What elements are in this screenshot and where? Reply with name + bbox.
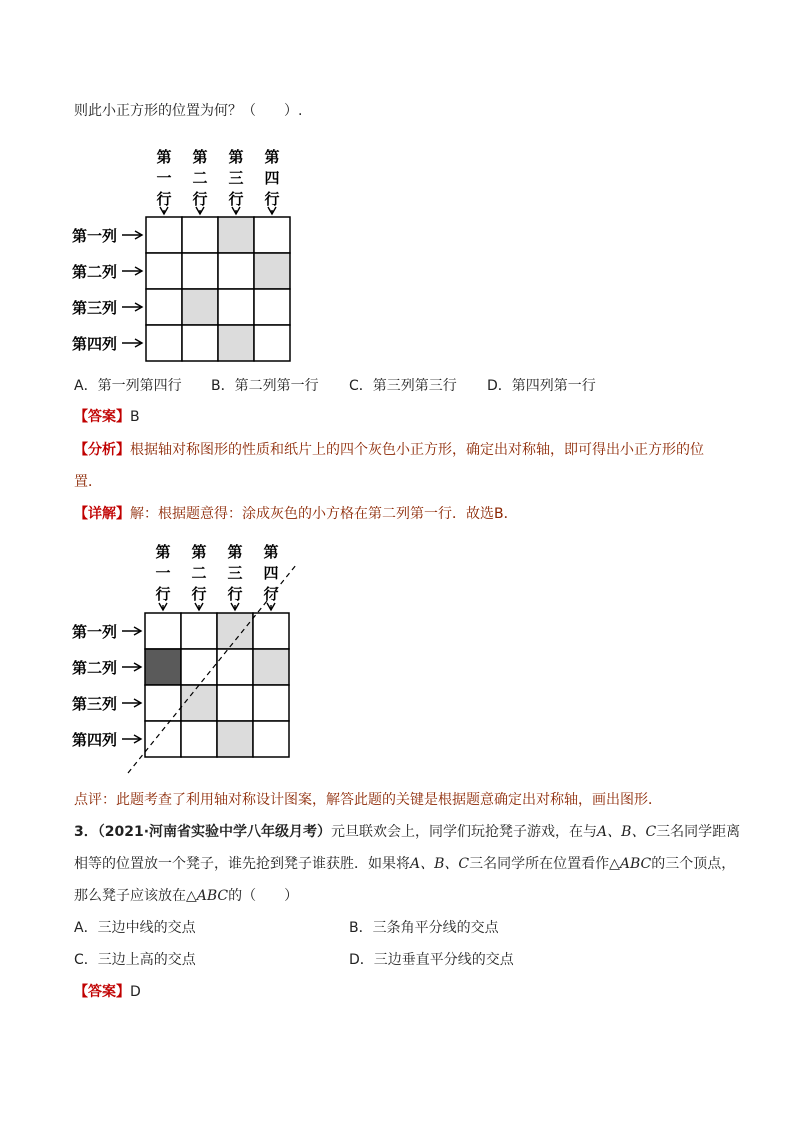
grid-cell-gray (218, 325, 254, 361)
grid-cell (181, 649, 217, 685)
q3-option-a: A．三边中线的交点 (74, 920, 196, 936)
q2-option-d: D．第四列第一行 (487, 378, 596, 394)
q3-text-2: 相等的位置放一个凳子，谁先抢到凳子谁获胜．如果将 (74, 856, 410, 872)
column-header-char: 一 (156, 169, 172, 187)
answer-value: B (130, 409, 140, 425)
row-label: 第四列 (72, 335, 118, 353)
grid-cell (181, 721, 217, 757)
grid-cell (182, 325, 218, 361)
column-header-char: 行 (191, 585, 207, 603)
column-header-char: 行 (192, 190, 208, 208)
column-header-char: 第 (155, 543, 171, 561)
grid-cell-gray (217, 613, 253, 649)
q3-number: 3． (74, 824, 98, 840)
q3-line-1 (74, 822, 740, 842)
column-header-char: 第 (156, 148, 172, 166)
grid-cell-gray (253, 649, 289, 685)
column-header-char: 四 (263, 564, 279, 582)
grid-cell (182, 253, 218, 289)
q3-text-2c: 的三个顶点， (651, 856, 736, 872)
row-label: 第一列 (72, 623, 118, 641)
column-header-char: 第 (191, 543, 207, 561)
grid-cell (253, 613, 289, 649)
grid-cell (253, 721, 289, 757)
q3-source: （2021·河南省实验中学八年级月考） (97, 824, 332, 840)
q3-line-3 (74, 886, 298, 906)
column-header-char: 第 (263, 543, 279, 561)
q3-triangle-2: △ABC (186, 888, 229, 904)
q3-text-1b: 三名同学距离 (656, 824, 741, 840)
grid-cell-gray (217, 721, 253, 757)
q2-option-c: C．第三列第三行 (349, 378, 457, 394)
q3-text-3b: 的（ ） (228, 888, 299, 904)
row-label: 第四列 (72, 731, 118, 749)
column-header-char: 行 (155, 585, 171, 603)
column-header-char: 行 (263, 585, 279, 603)
analysis-tag: 【分析】 (74, 442, 130, 458)
q2-option-b: B．第二列第一行 (211, 378, 319, 394)
grid-cell-gray (254, 253, 290, 289)
q2-analysis-line-1 (74, 440, 704, 460)
row-label: 第三列 (72, 299, 118, 317)
answer-grid-figure (70, 537, 310, 777)
analysis-text: 根据轴对称图形的性质和纸片上的四个灰色小正方形，确定出对称轴，即可得出小正方形的位 (130, 442, 704, 458)
grid-cell (182, 217, 218, 253)
grid-cell (254, 325, 290, 361)
grid-cell (146, 253, 182, 289)
grid-cell (217, 649, 253, 685)
q2-answer (74, 407, 140, 427)
q2-option-a: A．第一列第四行 (74, 378, 182, 394)
grid-cell (146, 325, 182, 361)
column-header-char: 行 (228, 190, 244, 208)
q3-option-d: D．三边垂直平分线的交点 (349, 952, 514, 968)
column-header-char: 第 (228, 148, 244, 166)
column-header-char: 四 (264, 169, 280, 187)
q3-vars-2: A、B、C (410, 856, 470, 872)
q2-analysis-line-2: 置． (74, 474, 102, 490)
grid-cell (254, 289, 290, 325)
row-label: 第二列 (72, 659, 118, 677)
column-header-char: 三 (227, 564, 243, 582)
q3-option-c: C．三边上高的交点 (74, 952, 196, 968)
q3-option-b: B．三条角平分线的交点 (349, 920, 499, 936)
grid-cell (254, 217, 290, 253)
grid-cell (217, 685, 253, 721)
question-tail: 则此小正方形的位置为何？（ ）. (74, 103, 303, 119)
q3-answer (74, 982, 141, 1002)
grid-cell-dark (145, 649, 181, 685)
q2-detail (74, 504, 518, 524)
q3-text-3: 那么凳子应该放在 (74, 888, 186, 904)
column-header-char: 第 (192, 148, 208, 166)
grid-cell (218, 289, 254, 325)
q3-text-2b: 三名同学所在位置看作 (469, 856, 610, 872)
q3-answer-value: D (130, 984, 141, 1000)
column-header-char: 二 (192, 169, 208, 187)
q3-vars-1: A、B、C (597, 824, 657, 840)
column-header-char: 一 (155, 564, 171, 582)
q3-text-1: 元旦联欢会上，同学们玩抢凳子游戏，在与 (331, 824, 598, 840)
grid-cell (218, 253, 254, 289)
row-label: 第二列 (72, 263, 118, 281)
q2-comment: 点评：此题考查了利用轴对称设计图案，解答此题的关键是根据题意确定出对称轴，画出图形． (74, 792, 662, 808)
column-header-char: 三 (228, 169, 244, 187)
column-header-char: 行 (227, 585, 243, 603)
grid-cell-gray (182, 289, 218, 325)
column-header-char: 二 (191, 564, 207, 582)
grid-cell-gray (218, 217, 254, 253)
q3-line-2 (74, 854, 735, 874)
row-label: 第三列 (72, 695, 118, 713)
column-header-char: 行 (156, 190, 172, 208)
question-grid-figure (70, 142, 302, 364)
grid-cell (145, 613, 181, 649)
grid-cell-gray (181, 685, 217, 721)
column-header-char: 行 (264, 190, 280, 208)
grid-cell (145, 721, 181, 757)
answer-tag: 【答案】 (74, 409, 130, 425)
q3-answer-tag: 【答案】 (74, 984, 130, 1000)
grid-cell (145, 685, 181, 721)
detail-tag: 【详解】 (74, 506, 130, 522)
row-label: 第一列 (72, 227, 118, 245)
grid-cell (146, 289, 182, 325)
column-header-char: 第 (227, 543, 243, 561)
grid-cell (146, 217, 182, 253)
column-header-char: 第 (264, 148, 280, 166)
grid-cell (253, 685, 289, 721)
detail-text: 解：根据题意得：涂成灰色的小方格在第二列第一行．故选B． (130, 506, 518, 522)
grid-cell (181, 613, 217, 649)
q3-triangle-1: △ABC (609, 856, 652, 872)
